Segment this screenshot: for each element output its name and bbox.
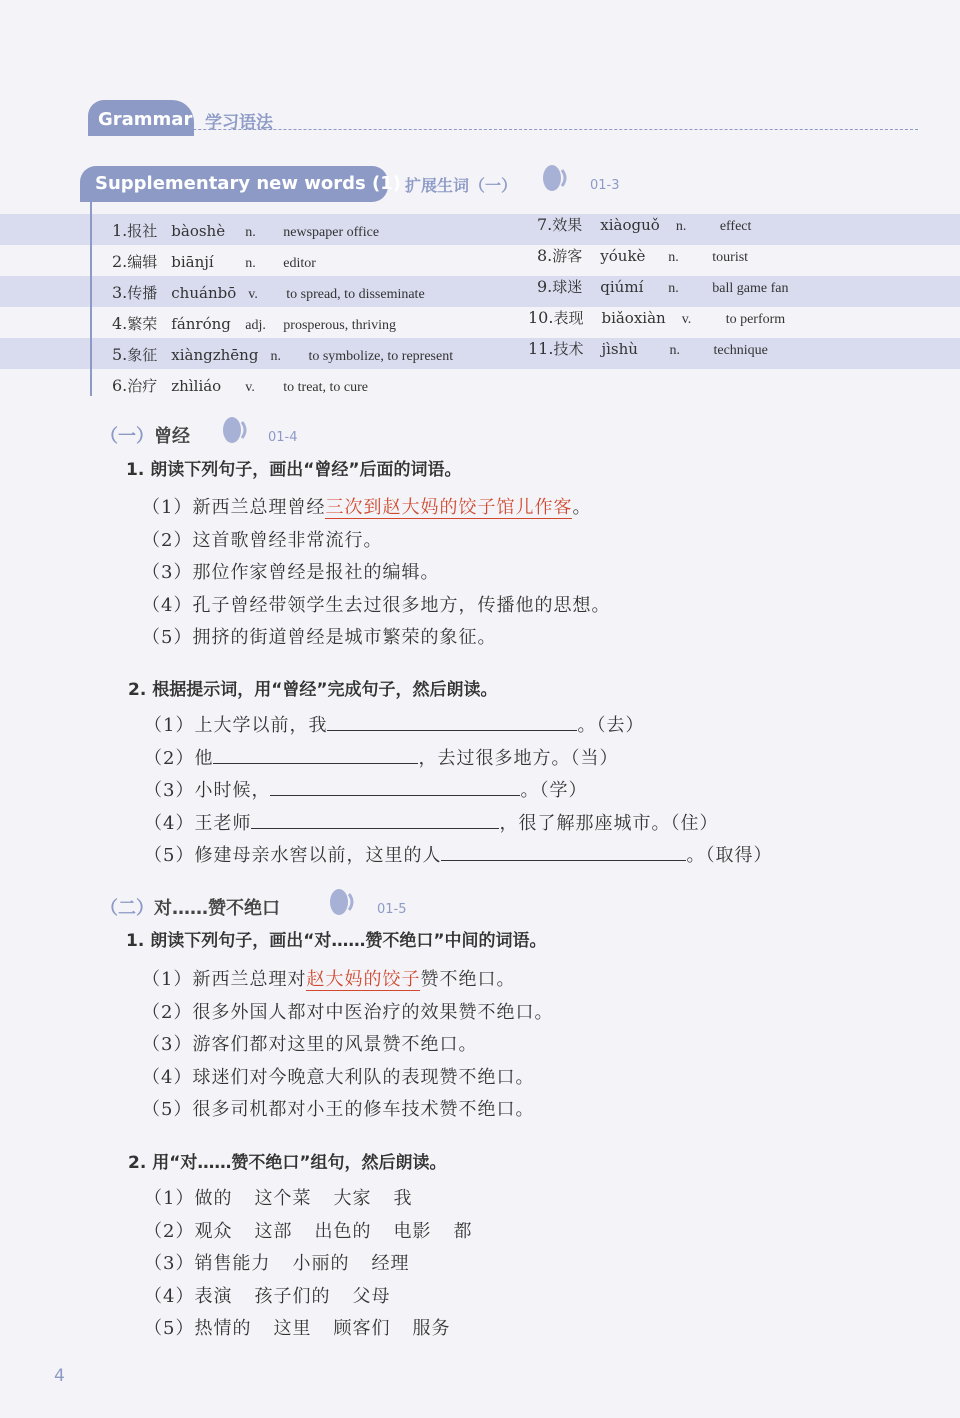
exercise-item [144,1217,494,1243]
item-text: 新西兰总理对 [192,969,307,990]
vocab-en: to spread, to disseminate [286,287,425,302]
vocab-row [528,338,768,359]
vocab-pos: v. [245,380,255,395]
vocab-pos: v. [681,312,692,327]
vocab-hanzi: 效果 [552,216,583,234]
audio-icon[interactable] [327,886,359,918]
sentence-item [142,591,610,617]
vocab-pinyin: qiúmí [600,278,644,296]
item-label: （3） [142,1034,193,1055]
grammar-cn-title: 学习语法 [205,113,273,133]
vocab-num: 10. [528,308,554,327]
item-text: 很多外国人都对中医治疗的效果赞不绝口。 [192,1001,554,1023]
sentence-item [142,998,553,1024]
underlined-phrase: 赵大妈的饺子 [306,969,421,990]
item-text: 球迷们对今晚意大利队的表现赞不绝口。 [192,1066,535,1088]
vocab-hanzi: 传播 [127,284,158,302]
item-label: （3） [144,780,195,801]
vocab-hanzi: 技术 [553,340,584,358]
track-number: 01-5 [377,902,407,917]
underlined-phrase: 三次到赵大妈的饺子馆儿作客 [325,497,573,518]
vocab-num: 7. [537,215,553,234]
vocab-hanzi: 报社 [127,222,158,240]
vocab-pinyin: fánróng [171,315,231,333]
item-text: 。 [520,780,540,801]
vocab-hanzi: 表现 [553,309,584,327]
exercise-item [144,1184,434,1210]
vocab-pos: n. [668,281,679,296]
item-text: 新西兰总理曾经 [192,497,326,518]
vocab-hanzi: 球迷 [552,278,583,296]
word-chip: 我 [393,1188,413,1209]
word-chip: 孩子们的 [254,1285,331,1307]
item-text: 小时候， [194,780,271,801]
question-1: 1. 朗读下列句子，画出“对……赞不绝口”中间的词语。 [126,931,547,951]
vocab-en: to symbolize, to represent [308,349,454,364]
exercise-item [144,776,587,802]
item-label: （4） [144,812,195,834]
vocab-pos: n. [245,225,256,240]
vocab-num: 1. [112,221,128,240]
word-chip: 电影 [393,1220,432,1242]
word-chip: 这个菜 [254,1188,312,1209]
supplementary-title: Supplementary new words (1) [80,166,388,202]
section-heading: 对……赞不绝口 [154,898,280,919]
section-title [100,422,190,448]
item-label: （5） [144,845,195,866]
word-chip: 都 [453,1220,473,1242]
vocab-pos: n. [675,219,687,234]
sentence-item [142,1095,534,1121]
hint-word: （学） [539,780,588,801]
vocab-pinyin: biānjí [171,253,214,271]
item-label: （2） [144,747,195,769]
vocab-en: technique [713,343,768,358]
item-text: ，去过很多地方。 [418,747,571,769]
answer-blank[interactable] [441,842,686,861]
exercise-item [144,1282,412,1308]
exercise-item [144,1249,431,1275]
vocab-pos: adj. [245,318,266,333]
exercise-item [144,841,772,867]
item-label: （5） [142,1099,193,1120]
section-heading: 曾经 [154,426,190,447]
item-text: 孔子曾经带领学生去过很多地方，传播他的思想。 [192,594,611,616]
grammar-tab: Grammar [88,100,194,136]
vocab-pinyin: zhìliáo [171,377,222,395]
vocab-hanzi: 编辑 [127,253,158,271]
vocab-row [112,282,425,303]
vocab-pinyin: chuánbō [171,284,237,302]
item-text: 游客们都对这里的风景赞不绝口。 [192,1034,478,1055]
item-text: 这首歌曾经非常流行。 [192,529,383,551]
vocab-pinyin: yóukè [600,247,646,265]
question-1: 1. 朗读下列句子，画出“曾经”后面的词语。 [126,460,462,480]
word-chip: 销售能力 [194,1253,271,1274]
vocab-pinyin: xiàngzhēng [171,346,259,364]
item-label: （4） [142,1066,193,1088]
track-number: 01-3 [590,178,620,193]
item-label: （5） [144,1318,195,1339]
item-text: 拥挤的街道曾经是城市繁荣的象征。 [192,627,497,648]
section-number: （二） [100,898,154,919]
supplementary-cn-title: 扩展生词（一） [405,176,518,195]
item-text: ，很了解那座城市。 [499,812,671,834]
sentence-item [142,965,515,991]
item-label: （1） [142,497,193,518]
item-text: 他 [194,747,214,769]
item-label: （5） [142,627,193,648]
vocab-num: 3. [112,283,128,302]
vocab-pos: v. [248,287,258,302]
vocab-num: 5. [112,345,128,364]
word-chip: 这部 [254,1220,293,1242]
vocab-pos: n. [245,256,256,271]
vocab-num: 8. [537,246,553,265]
vocab-pinyin: bàoshè [171,222,226,240]
vocab-hanzi: 游客 [552,247,583,265]
vocab-en: prosperous, thriving [283,318,397,333]
vocab-en: to perform [725,312,786,327]
vocab-en: to treat, to cure [283,380,369,395]
vocab-num: 2. [112,252,128,271]
vocab-pinyin: xiàoguǒ [600,216,660,234]
item-label: （1） [142,969,193,990]
vocab-pinyin: biǎoxiàn [601,309,666,327]
vocab-en: tourist [712,250,749,265]
word-chip: 经理 [371,1253,410,1274]
audio-icon[interactable] [540,162,572,194]
item-label: （2） [142,1001,193,1023]
vocab-row [112,344,453,365]
sentence-item [142,558,439,584]
word-chip: 出色的 [314,1220,372,1242]
word-chip: 大家 [333,1188,372,1209]
item-label: （4） [142,594,193,616]
item-label: （2） [142,529,193,551]
answer-blank[interactable] [327,712,577,731]
answer-blank[interactable] [251,810,499,829]
vocab-row [112,251,316,272]
question-2: 2. 根据提示词，用“曾经”完成句子，然后朗读。 [128,680,498,700]
vocab-hanzi: 象征 [127,346,158,364]
item-label: （2） [144,1220,195,1242]
section-number: （一） [100,426,154,447]
vocab-hanzi: 治疗 [127,377,158,395]
vocab-num: 4. [112,314,128,333]
section-title [100,894,280,920]
exercise-item [144,744,618,770]
page-number: 4 [54,1366,65,1386]
vocab-pos: n. [669,343,680,358]
sentence-item [142,1030,477,1056]
word-chip: 顾客们 [333,1318,391,1339]
item-text: 修建母亲水窖以前，这里的人 [194,845,442,866]
divider [88,129,918,130]
item-label: （3） [144,1253,195,1274]
item-text: 。 [686,845,706,866]
answer-blank[interactable] [270,777,520,796]
vocab-hanzi: 繁荣 [127,315,158,333]
exercise-item [144,711,644,737]
item-text: 。 [577,715,597,736]
vocab-en: ball game fan [712,281,789,296]
vocab-num: 6. [112,376,128,395]
vocab-pinyin: jìshù [601,340,638,358]
hint-word: （当） [570,747,619,769]
vocab-en: editor [283,256,316,271]
word-chip: 父母 [352,1285,391,1307]
table-border [90,200,92,396]
item-text: 。 [572,497,592,518]
item-label: （1） [144,715,195,736]
hint-word: （取得） [705,845,773,866]
item-text: 上大学以前，我 [194,715,328,736]
question-2: 2. 用“对……赞不绝口”组句，然后朗读。 [128,1153,447,1173]
item-text: 王老师 [194,812,252,834]
hint-word: （去） [596,715,645,736]
item-label: （3） [142,562,193,583]
sentence-item [142,623,496,649]
exercise-item [144,1314,472,1340]
word-chip: 表演 [194,1285,233,1307]
hint-word: （住） [670,812,719,834]
item-label: （1） [144,1188,195,1209]
track-number: 01-4 [268,430,298,445]
vocab-pos: n. [668,250,679,265]
word-chip: 观众 [194,1220,233,1242]
vocab-row [537,276,788,297]
exercise-item [144,809,718,835]
word-chip: 小丽的 [292,1253,350,1274]
vocab-row [528,307,785,328]
word-chip: 做的 [194,1188,233,1209]
vocab-row [112,313,396,334]
item-text: 很多司机都对小王的修车技术赞不绝口。 [192,1099,535,1120]
audio-icon[interactable] [220,414,252,446]
item-text: 那位作家曾经是报社的编辑。 [192,562,440,583]
vocab-row [537,214,751,235]
vocab-pos: n. [270,349,281,364]
word-chip: 服务 [412,1318,451,1339]
vocab-num: 11. [528,339,554,358]
vocab-row [112,375,368,396]
item-label: （4） [144,1285,195,1307]
vocab-en: effect [719,219,752,234]
vocab-num: 9. [537,277,553,296]
sentence-item [142,493,591,519]
sentence-item [142,526,382,552]
vocab-row [537,245,748,266]
sentence-item [142,1063,534,1089]
word-chip: 热情的 [194,1318,252,1339]
vocab-row [112,220,379,241]
vocab-en: newspaper office [283,225,380,240]
item-text: 赞不绝口。 [420,969,516,990]
answer-blank[interactable] [213,745,418,764]
word-chip: 这里 [273,1318,312,1339]
